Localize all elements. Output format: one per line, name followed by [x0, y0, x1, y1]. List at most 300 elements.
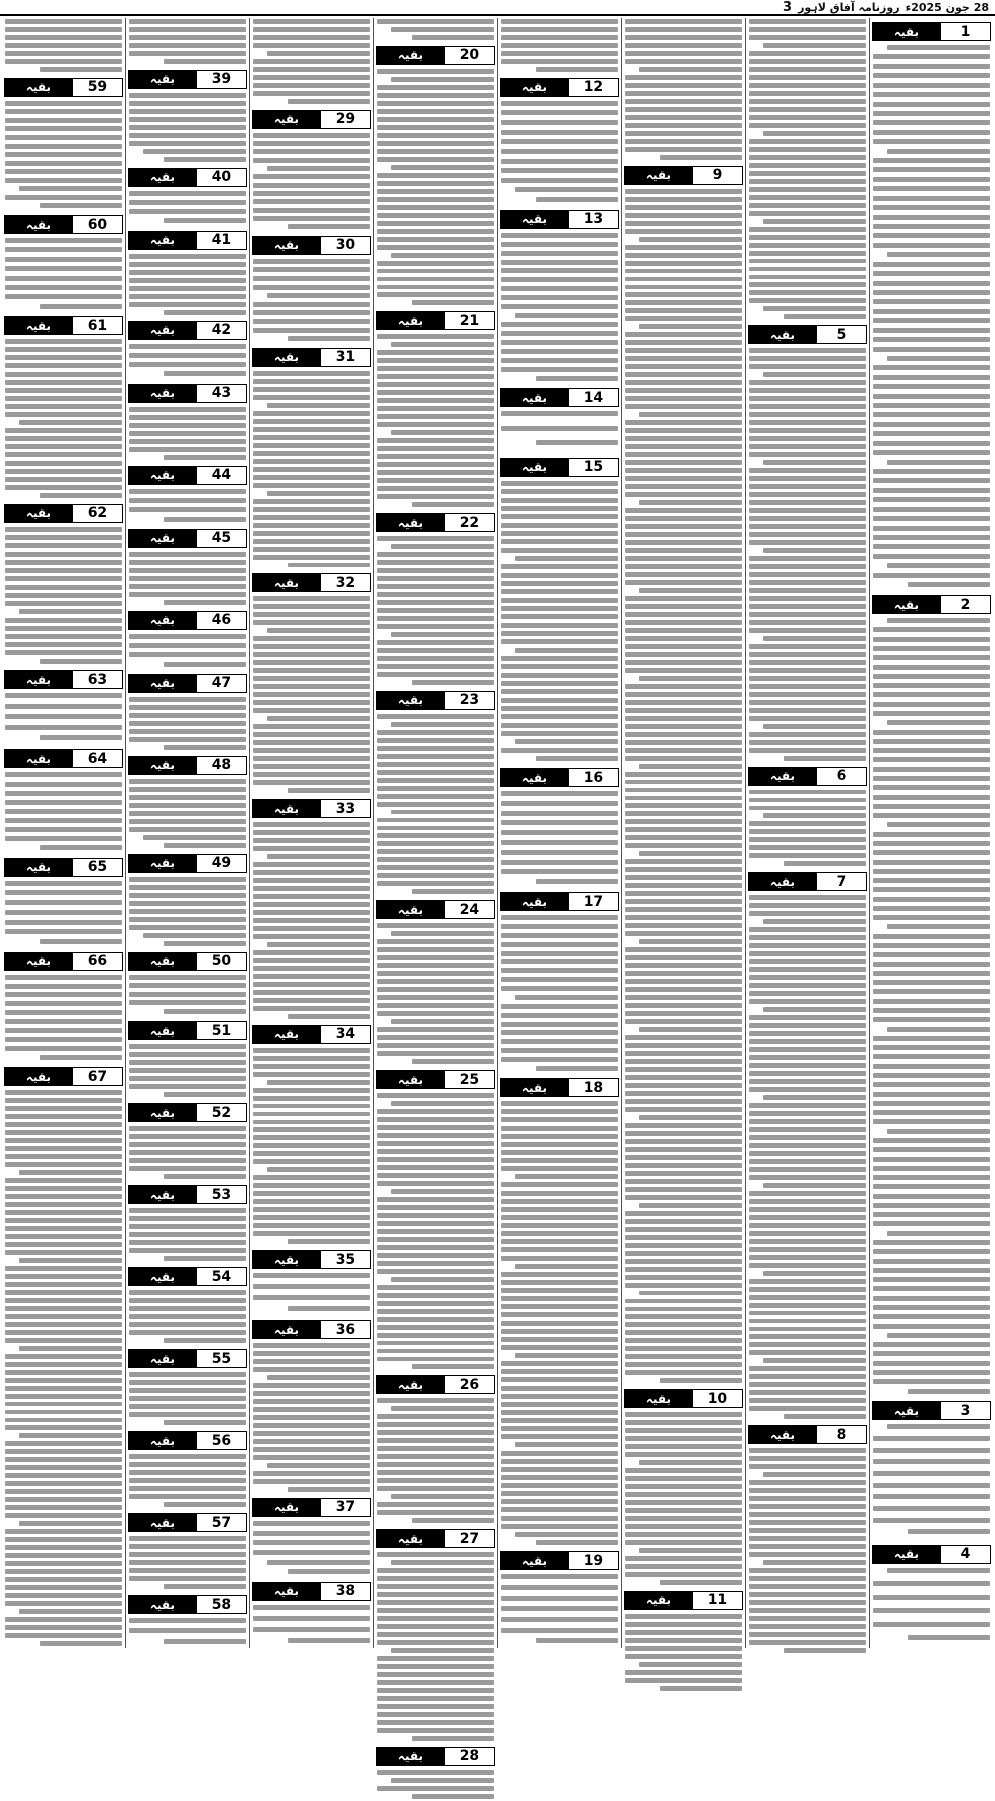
text-line	[253, 419, 370, 424]
text-line	[501, 801, 618, 806]
text-line	[5, 1314, 122, 1319]
text-line	[784, 861, 866, 866]
text-line	[515, 1442, 618, 1447]
text-line	[873, 507, 990, 512]
text-line	[515, 739, 618, 744]
text-line	[639, 676, 742, 681]
block-label: بقیہ	[129, 1514, 196, 1531]
text-line	[40, 735, 122, 740]
text-line	[625, 444, 742, 449]
text-line	[873, 1184, 990, 1189]
text-line	[377, 616, 494, 621]
text-line	[253, 1531, 370, 1536]
text-line	[749, 1071, 866, 1076]
text-line	[377, 1486, 494, 1491]
text-line	[749, 290, 866, 295]
text-line	[501, 322, 618, 327]
text-line	[377, 1221, 494, 1226]
text-line	[5, 51, 122, 56]
text-lines	[128, 974, 247, 1017]
text-line	[253, 1605, 370, 1610]
text-line	[749, 396, 866, 401]
text-line	[625, 556, 742, 561]
text-line	[129, 787, 246, 792]
block-header	[4, 215, 123, 234]
text-line	[377, 285, 494, 290]
text-line	[625, 1075, 742, 1080]
text-line	[377, 1592, 494, 1597]
text-line	[5, 347, 122, 352]
text-line	[5, 1138, 122, 1143]
text-line	[887, 45, 990, 50]
block-header	[252, 348, 371, 367]
block-label: بقیہ	[129, 1186, 196, 1203]
text-line	[873, 412, 990, 417]
text-line	[129, 576, 246, 581]
text-line	[377, 826, 494, 831]
text-line	[625, 428, 742, 433]
text-line	[873, 711, 990, 716]
text-line	[749, 139, 866, 144]
text-line	[253, 395, 370, 400]
text-line	[19, 1521, 122, 1526]
text-line	[501, 286, 618, 291]
text-line	[625, 788, 742, 793]
text-line	[5, 593, 122, 598]
text-line	[164, 662, 246, 667]
text-line	[749, 516, 866, 521]
text-line	[501, 791, 618, 796]
text-line	[5, 543, 122, 548]
text-line	[377, 221, 494, 226]
text-lines	[872, 44, 991, 591]
text-line	[129, 877, 246, 882]
text-line	[253, 285, 370, 290]
text-line	[377, 1285, 494, 1290]
text-line	[5, 975, 122, 980]
text-line	[873, 1101, 990, 1106]
block-header	[4, 504, 123, 523]
text-line	[5, 1354, 122, 1359]
block-header	[252, 799, 371, 818]
block-number: 50	[196, 953, 246, 970]
text-line	[501, 1101, 618, 1106]
text-line	[391, 1101, 494, 1106]
text-line	[784, 1648, 866, 1653]
text-lines	[128, 1043, 247, 1099]
text-line	[749, 1640, 866, 1645]
text-line	[40, 203, 122, 208]
text-line	[5, 1473, 122, 1478]
text-line	[253, 75, 370, 80]
text-line	[5, 1282, 122, 1287]
text-line	[625, 1654, 742, 1659]
text-line	[749, 1151, 866, 1156]
text-line	[412, 1059, 494, 1064]
block-number: 17	[568, 893, 618, 910]
text-line	[515, 187, 618, 192]
text-line	[749, 692, 866, 697]
text-line	[377, 1349, 494, 1354]
block-label: بقیہ	[5, 671, 72, 688]
text-line	[19, 609, 122, 614]
text-line	[253, 91, 370, 96]
text-line	[129, 893, 246, 898]
text-line	[377, 1197, 494, 1202]
text-line	[873, 962, 990, 967]
text-line	[5, 428, 122, 433]
text-line	[625, 1322, 742, 1327]
text-line	[501, 942, 618, 947]
text-line	[625, 356, 742, 361]
text-line	[5, 118, 122, 123]
text-line	[129, 713, 246, 718]
text-line	[5, 1545, 122, 1550]
text-line	[5, 1441, 122, 1446]
text-line	[129, 568, 246, 573]
text-line	[253, 1343, 370, 1348]
text-line	[536, 1638, 618, 1643]
block-number: 34	[320, 1026, 370, 1043]
text-line	[412, 502, 494, 507]
text-line	[501, 1418, 618, 1423]
text-line	[5, 535, 122, 540]
text-line	[377, 786, 494, 791]
text-line	[625, 1219, 742, 1224]
text-line	[749, 532, 866, 537]
block-number: 12	[568, 79, 618, 96]
text-line	[501, 110, 618, 115]
text-line	[873, 337, 990, 342]
text-line	[253, 652, 370, 657]
text-line	[873, 850, 990, 855]
text-line	[129, 125, 246, 130]
text-line	[501, 1499, 618, 1504]
text-line	[377, 181, 494, 186]
text-line	[515, 648, 618, 653]
text-line	[639, 851, 742, 856]
text-line	[625, 253, 742, 258]
text-line	[749, 700, 866, 705]
text-lines	[128, 1207, 247, 1263]
block-header	[872, 1545, 991, 1564]
text-line	[625, 819, 742, 824]
text-line	[625, 1572, 742, 1577]
text-lines	[128, 633, 247, 670]
text-line	[253, 1407, 370, 1412]
text-line	[625, 460, 742, 465]
continuation-block	[128, 850, 247, 948]
block-number: 45	[196, 530, 246, 547]
text-line	[501, 101, 618, 106]
text-line	[625, 1139, 742, 1144]
continuation-block	[376, 42, 495, 308]
text-line	[5, 372, 122, 377]
continuation-block	[128, 1345, 247, 1427]
text-line	[129, 439, 246, 444]
text-line	[129, 1068, 246, 1073]
text-line	[129, 1470, 246, 1475]
text-line	[5, 650, 122, 655]
text-line	[501, 19, 618, 24]
text-line	[412, 35, 494, 40]
text-line	[501, 139, 618, 144]
text-line	[129, 191, 246, 196]
text-line	[873, 224, 990, 229]
text-line	[639, 1662, 742, 1667]
text-line	[253, 636, 370, 641]
text-line	[164, 1502, 246, 1507]
text-line	[749, 1584, 866, 1589]
text-line	[19, 186, 122, 191]
text-line	[377, 600, 494, 605]
text-lines	[128, 1535, 247, 1591]
text-line	[253, 748, 370, 753]
text-line	[873, 1351, 990, 1356]
text-line	[164, 843, 246, 848]
text-lines	[376, 922, 495, 1066]
text-line	[164, 745, 246, 750]
block-number: 15	[568, 459, 618, 476]
text-line	[749, 67, 866, 72]
text-line	[873, 177, 990, 182]
text-line	[749, 806, 866, 811]
text-line	[5, 881, 122, 886]
text-line	[129, 1150, 246, 1155]
text-line	[5, 195, 122, 200]
text-line	[625, 83, 742, 88]
block-number: 63	[72, 671, 122, 688]
block-header	[376, 1529, 495, 1548]
text-line	[5, 1386, 122, 1391]
text-line	[625, 987, 742, 992]
text-lines	[252, 821, 371, 1021]
text-line	[501, 820, 618, 825]
text-line	[639, 764, 742, 769]
text-lines	[500, 790, 619, 888]
text-line	[749, 1488, 866, 1493]
text-line	[625, 229, 742, 234]
text-line	[625, 516, 742, 521]
text-line	[129, 270, 246, 275]
text-line	[749, 251, 866, 256]
block-number: 48	[196, 757, 246, 774]
text-line	[763, 919, 866, 924]
continuation-block	[128, 525, 247, 607]
block-number: 53	[196, 1186, 246, 1203]
text-line	[129, 447, 246, 452]
text-line	[501, 689, 618, 694]
block-label: بقیہ	[873, 23, 940, 40]
text-line	[784, 314, 866, 319]
text-lines	[376, 68, 495, 308]
text-line	[625, 1444, 742, 1449]
text-line	[749, 123, 866, 128]
text-line	[625, 963, 742, 968]
text-line	[501, 1410, 618, 1415]
text-line	[501, 1247, 618, 1252]
text-line	[5, 152, 122, 157]
continuation-block	[128, 18, 247, 66]
text-line	[377, 1141, 494, 1146]
text-line	[377, 1786, 494, 1791]
text-line	[625, 332, 742, 337]
text-line	[501, 1272, 618, 1277]
block-label: بقیہ	[129, 953, 196, 970]
text-line	[5, 1242, 122, 1247]
text-line	[625, 1187, 742, 1192]
block-number: 67	[72, 1068, 122, 1085]
text-line	[749, 1406, 866, 1411]
text-line	[164, 600, 246, 605]
text-line	[749, 1039, 866, 1044]
block-header	[500, 78, 619, 97]
block-label: بقیہ	[253, 237, 320, 254]
block-header	[376, 46, 495, 65]
block-header	[128, 70, 247, 89]
text-line	[501, 977, 618, 982]
text-lines	[748, 18, 867, 321]
text-line	[625, 59, 742, 64]
block-header	[376, 513, 495, 532]
text-line	[625, 772, 742, 777]
text-line	[749, 628, 866, 633]
text-line	[377, 149, 494, 154]
text-line	[377, 818, 494, 823]
text-line	[377, 865, 494, 870]
text-line	[749, 943, 866, 948]
text-line	[873, 627, 990, 632]
text-line	[129, 19, 246, 24]
text-line	[501, 723, 618, 728]
block-label: بقیہ	[377, 1748, 444, 1765]
block-header	[252, 1498, 371, 1517]
text-line	[5, 1481, 122, 1486]
block-header	[4, 749, 123, 768]
text-line	[164, 157, 246, 162]
text-line	[873, 1314, 990, 1319]
text-line	[391, 810, 494, 815]
text-line	[5, 704, 122, 709]
text-line	[749, 540, 866, 545]
text-line	[391, 1406, 494, 1411]
text-lines	[252, 1342, 371, 1494]
text-line	[873, 748, 990, 753]
text-line	[377, 841, 494, 846]
text-lines	[500, 1100, 619, 1547]
continuation-block	[252, 1578, 371, 1648]
text-line	[501, 120, 618, 125]
text-line	[749, 1231, 866, 1236]
text-line	[129, 1044, 246, 1049]
text-line	[129, 1290, 246, 1295]
text-line	[5, 1028, 122, 1033]
text-line	[501, 1337, 618, 1342]
text-line	[5, 169, 122, 174]
block-label: بقیہ	[253, 1026, 320, 1043]
text-line	[377, 494, 494, 499]
block-label: بقیہ	[129, 322, 196, 339]
text-line	[749, 1255, 866, 1260]
text-lines	[500, 1573, 619, 1648]
text-line	[536, 756, 618, 761]
text-line	[625, 979, 742, 984]
block-number: 47	[196, 675, 246, 692]
block-header	[376, 1747, 495, 1766]
text-line	[873, 573, 990, 578]
block-number: 56	[196, 1432, 246, 1449]
text-line	[749, 1366, 866, 1371]
block-header	[128, 384, 247, 403]
text-line	[288, 1569, 370, 1574]
text-line	[749, 1624, 866, 1629]
text-lines	[252, 132, 371, 232]
text-line	[873, 535, 990, 540]
text-line	[391, 27, 494, 32]
text-line	[873, 73, 990, 78]
text-line	[129, 909, 246, 914]
block-number: 23	[444, 692, 494, 709]
text-line	[253, 191, 370, 196]
text-line	[253, 174, 370, 179]
block-label: بقیہ	[873, 1402, 940, 1419]
text-line	[501, 1013, 618, 1018]
text-line	[501, 304, 618, 309]
text-line	[625, 724, 742, 729]
text-line	[129, 1248, 246, 1253]
continuation-block	[624, 18, 743, 162]
block-number: 5	[816, 326, 866, 343]
text-line	[253, 990, 370, 995]
text-line	[515, 313, 618, 318]
text-lines	[128, 253, 247, 317]
text-line	[5, 1001, 122, 1006]
text-line	[288, 336, 370, 341]
text-line	[253, 1048, 370, 1053]
text-line	[625, 580, 742, 585]
block-header	[500, 892, 619, 911]
text-line	[749, 1544, 866, 1549]
block-label: بقیہ	[625, 1390, 692, 1407]
text-line	[377, 117, 494, 122]
block-header	[252, 1582, 371, 1601]
text-line	[253, 1127, 370, 1132]
text-line	[749, 652, 866, 657]
text-line	[501, 1182, 618, 1187]
text-line	[749, 1087, 866, 1092]
text-line	[749, 27, 866, 32]
text-line	[501, 714, 618, 719]
text-line	[625, 532, 742, 537]
text-lines	[872, 1423, 991, 1540]
text-line	[253, 604, 370, 609]
text-line	[129, 27, 246, 32]
text-line	[873, 309, 990, 314]
text-line	[5, 1402, 122, 1407]
text-line	[873, 205, 990, 210]
news-column	[249, 18, 373, 1648]
text-line	[749, 1512, 866, 1517]
text-line	[377, 1600, 494, 1605]
text-line	[749, 1552, 866, 1557]
text-line	[253, 1359, 370, 1364]
continuation-block	[500, 384, 619, 454]
text-line	[377, 754, 494, 759]
block-label: بقیہ	[253, 1251, 320, 1268]
text-line	[873, 1082, 990, 1087]
text-line	[129, 737, 246, 742]
block-header	[748, 325, 867, 344]
